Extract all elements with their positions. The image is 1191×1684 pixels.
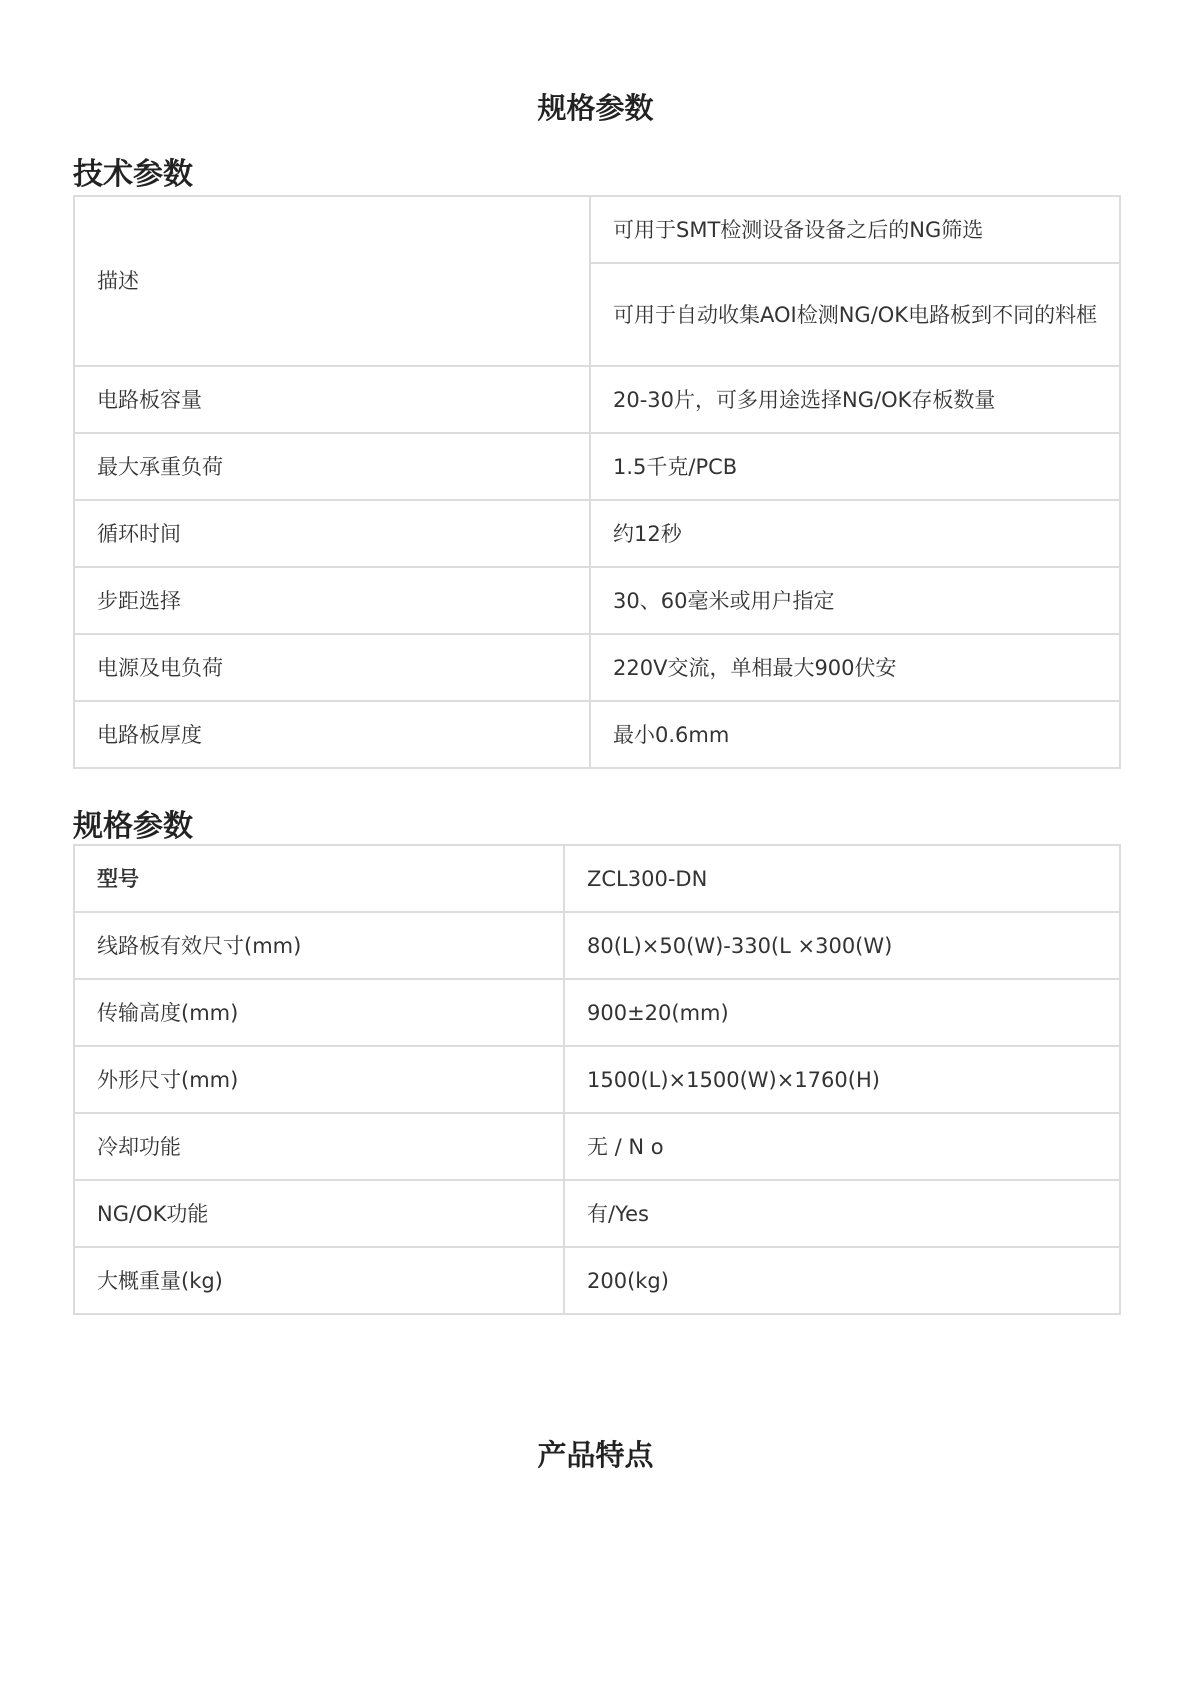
row-label: 型号 [74,845,564,912]
features-title: 产品特点 [537,1438,654,1472]
row-label: 描述 [74,196,590,366]
row-label: 电路板容量 [74,366,590,433]
row-label: 步距选择 [74,567,590,634]
table-row [74,845,1120,912]
row-value: 最小0.6mm [590,701,1120,768]
row-value: 80(L)×50(W)-330(L ×300(W) [564,912,1120,979]
row-value: 200(kg) [564,1247,1120,1314]
table-row [74,567,1120,634]
table-row [74,500,1120,567]
tech-params-table [73,195,1121,769]
row-value: 1.5千克/PCB [590,433,1120,500]
row-label: 线路板有效尺寸(mm) [74,912,564,979]
row-value: 可用于自动收集AOI检测NG/OK电路板到不同的料框 [590,263,1120,366]
page-title: 规格参数 [537,91,654,125]
row-value: 无 / N o [564,1113,1120,1180]
table-row [74,634,1120,701]
tech-params-heading: 技术参数 [73,157,193,192]
row-label: 电源及电负荷 [74,634,590,701]
row-label: 大概重量(kg) [74,1247,564,1314]
table-row [74,1113,1120,1180]
table-row [74,701,1120,768]
table-row [74,433,1120,500]
row-value: ZCL300-DN [564,845,1120,912]
row-value: 900±20(mm) [564,979,1120,1046]
row-value: 30、60毫米或用户指定 [590,567,1120,634]
row-value: 可用于SMT检测设备设备之后的NG筛选 [590,196,1120,263]
spec-params-heading: 规格参数 [73,809,193,844]
row-value: 有/Yes [564,1180,1120,1247]
table-row [74,196,1120,263]
table-row [74,1180,1120,1247]
row-value: 约12秒 [590,500,1120,567]
table-row [74,366,1120,433]
table-row [74,1247,1120,1314]
spec-params-table [73,844,1121,1315]
table-row [74,1046,1120,1113]
table-row [74,912,1120,979]
row-value: 1500(L)×1500(W)×1760(H) [564,1046,1120,1113]
table-row [74,979,1120,1046]
row-label: 传输高度(mm) [74,979,564,1046]
row-value: 220V交流，单相最大900伏安 [590,634,1120,701]
row-label: 外形尺寸(mm) [74,1046,564,1113]
row-label: 最大承重负荷 [74,433,590,500]
row-label: NG/OK功能 [74,1180,564,1247]
row-label: 冷却功能 [74,1113,564,1180]
row-value: 20-30片，可多用途选择NG/OK存板数量 [590,366,1120,433]
row-label: 电路板厚度 [74,701,590,768]
row-label: 循环时间 [74,500,590,567]
